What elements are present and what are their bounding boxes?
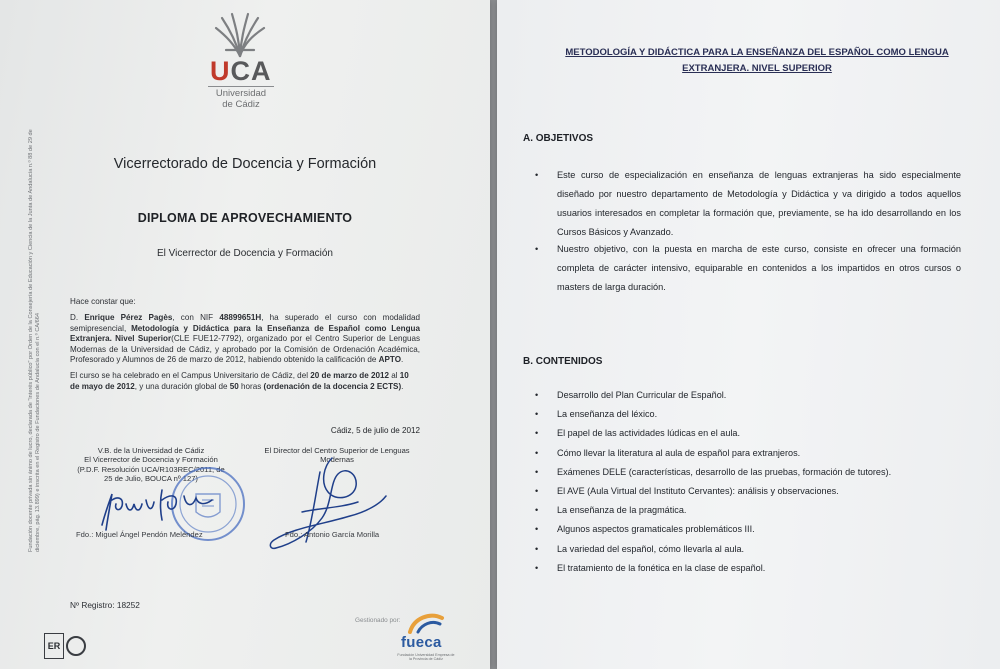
objective-text: Este curso de especialización en enseñanza de lenguas extranjeras ha sido especialmente diseñado por nuestro departamento de Metodología y Didáctica y va dirigido a todos aquellos usuarios interesados en completar la formación que, previamente, se ha ido desarrollando en los Cursos Básicos y Avanzado.: [557, 170, 961, 237]
list-item: [535, 390, 985, 409]
signatory-left-line: (P.D.F. Resolución UCA/R103REC/2011, de: [77, 464, 225, 474]
contents-list: [535, 390, 985, 582]
para-text: .: [401, 381, 404, 391]
end-date: 10 de mayo de 2012: [70, 371, 409, 391]
hace-constar: Hace constar que:: [70, 297, 136, 306]
para-text: , con NIF: [172, 313, 220, 322]
content-text: El tratamiento de la fonética en la clase de español.: [557, 562, 766, 573]
list-item: [535, 409, 985, 428]
uca-logo-rest: CA: [230, 56, 272, 86]
issuer-line: El Vicerrector de Docencia y Formación: [157, 248, 333, 259]
content-text: La enseñanza de la pragmática.: [557, 505, 687, 516]
content-text: El papel de las actividades lúdicas en el aula.: [557, 428, 741, 439]
registry-number: Nº Registro: 18252: [70, 600, 140, 610]
bullet-icon: •: [535, 447, 539, 458]
para-text: , ha superado el curso con modalidad semipresencial,: [70, 313, 420, 333]
objective-text: Nuestro objetivo, con la puesta en marcha de este curso, consiste en ofrecer una formación completa de carácter intensivo, equiparable en contenidos a los impartidos en otros cursos o masters de larga duración.: [557, 244, 961, 292]
bullet-icon: •: [535, 505, 539, 516]
para-text: (CLE FUE12-7792), organizado por el Centro Superior de Lenguas Modernas de la Universidad de Cádiz, y aprobado por la Comisión de Ordenación Académica, Profesorado y Alumnos de 26 de marzo de 2012, habiendo obtenido la calificación de: [70, 334, 420, 365]
course-dates-paragraph: [70, 371, 420, 392]
objective-item: [535, 240, 961, 297]
bullet-icon: •: [535, 524, 539, 535]
course-name: Metodología y Didáctica para la Enseñanza de Español como Lengua Extranjera. Nivel Superior: [70, 323, 421, 344]
managed-by-label: Gestionado por:: [355, 617, 401, 624]
logo-divider: [208, 86, 274, 87]
logo-subtitle-2: de Cádiz: [222, 99, 260, 110]
signatory-left-line: V.B. de la Universidad de Cádiz: [97, 446, 205, 455]
syllabus-page: [497, 0, 1000, 669]
content-text: Cómo llevar la literatura al aula de español para extranjeros.: [557, 447, 801, 458]
para-text: al: [388, 371, 400, 380]
hours: 50: [229, 381, 239, 391]
grade: APTO: [378, 355, 402, 365]
bullet-icon: •: [535, 428, 539, 439]
bullet-icon: •: [535, 170, 539, 180]
vicerrectorado-title: Vicerrectorado de Docencia y Formación: [113, 156, 377, 172]
side-legal-text: Fundación docente privada sin ánimo de lucro, declarada de "interés público" por Orden de la Consejería de Educación y Ciencia de la Junta de Andalucía n.º 88 de 29 de diciembre, pág. 13.899) e inscrita en el Registro de Fundaciones de Andalucía con el n.º CA/664: [28, 129, 41, 552]
list-item: [535, 428, 985, 447]
list-item: [535, 486, 985, 505]
content-text: La enseñanza del léxico.: [557, 409, 658, 420]
content-text: Exámenes DELE (características, desarrollo de las pruebas, formación de tutores).: [557, 466, 892, 477]
diploma-heading: DIPLOMA DE APROVECHAMIENTO: [137, 211, 353, 225]
syllabus-title-line-2: EXTRANJERA. NIVEL SUPERIOR: [682, 63, 832, 74]
student-nif: 48899651H: [219, 313, 262, 322]
signature-right: [262, 452, 402, 562]
signatory-left-name: Fdo.: Miguel Ángel Pendón Meléndez: [76, 530, 203, 539]
student-name: Enrique Pérez Pagès: [84, 313, 173, 322]
para-text: El curso se ha celebrado en el Campus Universitario de Cádiz, del: [70, 371, 311, 380]
certification-circle-icon: [66, 636, 86, 656]
list-item: [535, 448, 985, 467]
objective-item: [535, 166, 961, 242]
para-text: , y una duración global de: [134, 381, 230, 391]
bullet-icon: •: [535, 562, 539, 573]
fueca-logo-text: fueca: [401, 634, 442, 651]
content-text: Desarrollo del Plan Curricular de Español.: [557, 390, 727, 400]
content-text: La variedad del español, cómo llevarla al aula.: [557, 543, 745, 554]
signatory-right-name: Fdo.: Antonio García Morilla: [285, 530, 380, 539]
uca-logo-text: UCA: [210, 56, 272, 86]
para-text: .: [401, 355, 404, 365]
content-text: Algunos aspectos gramaticales problemáticos III.: [557, 524, 755, 535]
certification-paragraph: [70, 313, 420, 366]
signatory-right-line: El Director del Centro Superior de Lenguas: [264, 446, 410, 455]
contents-heading: B. CONTENIDOS: [523, 356, 603, 367]
bullet-icon: •: [535, 390, 539, 400]
bullet-icon: •: [535, 409, 539, 420]
bullet-icon: •: [535, 244, 539, 254]
para-text: horas: [238, 381, 264, 391]
bullet-icon: •: [535, 466, 539, 477]
fueca-subtitle: Fundación Universidad Empresa de la Provincia de Cádiz: [397, 653, 455, 662]
list-item: [535, 505, 985, 524]
bullet-icon: •: [535, 485, 539, 496]
fueca-swirl-icon: [404, 610, 448, 636]
content-text: El AVE (Aula Virtual del Instituto Cervantes): análisis y observaciones.: [557, 485, 839, 496]
diploma-page: [0, 0, 490, 669]
list-item: [535, 524, 985, 543]
er-certification-badge: ER: [44, 633, 64, 659]
uca-flame-emblem-icon: [208, 10, 272, 58]
syllabus-title-line-1: METODOLOGÍA Y DIDÁCTICA PARA LA ENSEÑANZA DEL ESPAÑOL COMO LENGUA: [565, 47, 949, 58]
syllabus-title: [537, 45, 977, 77]
objectives-heading: A. OBJETIVOS: [523, 133, 594, 144]
logo-subtitle-1: Universidad: [215, 88, 267, 99]
para-text: D.: [70, 313, 85, 322]
list-item: [535, 563, 985, 582]
signatory-left-line: El Vicerrector de Docencia y Formación: [84, 455, 218, 465]
list-item: [535, 544, 985, 563]
list-item: [535, 467, 985, 486]
bullet-icon: •: [535, 543, 539, 554]
signatory-left-line: 25 de Julio, BOUCA nº 127): [104, 474, 198, 484]
start-date: 20 de marzo de 2012: [310, 371, 389, 380]
ects: (ordenación de la docencia 2 ECTS): [263, 381, 402, 391]
issue-date: Cádiz, 5 de julio de 2012: [330, 426, 420, 435]
signatory-right-line: Modernas: [320, 455, 354, 465]
